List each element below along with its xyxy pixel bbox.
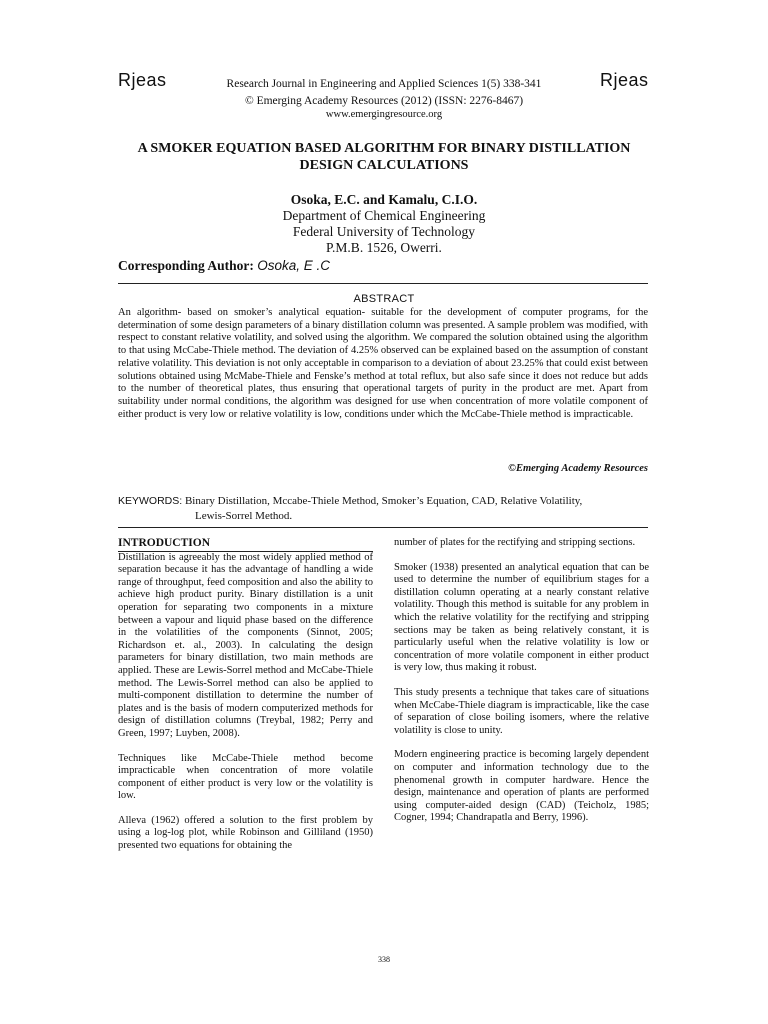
intro-paragraph-7: Modern engineering practice is becoming largely dependent on computer and information technology due to the phenomenal growth in computer hardware. Hence the design, maintenance and operation of plants are performed using computer-aided design (CAD) (Teicholz, 1985; Cogner, 1994; Chandrapatla and Berry, 1996). bbox=[394, 749, 649, 824]
affiliation-dept: Department of Chemical Engineering bbox=[282, 208, 486, 223]
journal-url: www.emergingresource.org bbox=[325, 109, 443, 120]
intro-heading: INTRODUCTION bbox=[118, 537, 211, 549]
intro-paragraph-3: Alleva (1962) offered a solution to the first problem by using a log-log plot, while Robinson and Gilliland (1950) presented two equations for obtaining the bbox=[118, 814, 373, 852]
journal-citation: Research Journal in Engineering and Applied Sciences 1(5) 338-341 bbox=[226, 78, 542, 90]
copyright-line: © Emerging Academy Resources (2012) (ISSN: 2276-8467) bbox=[244, 95, 524, 107]
paper-title bbox=[100, 140, 668, 174]
intro-paragraph-5: Smoker (1938) presented an analytical equation that can be used to determine the number of equilibrium stages for a distillation column operating at a nearly constant relative volatility. Though this method is suitable for any problem in which the relative volatility for the rectifying and stripping sections may be taken as being relatively constant, it is particularly useful when the relative volatility is low or concentration of more volatile component in either product is very low, thus making it robust. bbox=[394, 561, 649, 674]
journal-logo-left: Rjeas bbox=[118, 70, 167, 90]
affiliation-university: Federal University of Technology bbox=[292, 224, 476, 239]
divider-top bbox=[118, 283, 648, 284]
corresponding-name: Osoka, E .C bbox=[257, 258, 331, 273]
corresponding-label: Corresponding Author: bbox=[118, 258, 254, 273]
column-right bbox=[394, 537, 649, 837]
abstract-credit: ©Emerging Academy Resources bbox=[508, 463, 648, 474]
keywords-line-2: Lewis-Sorrel Method. bbox=[195, 510, 293, 522]
intro-paragraph-2: Techniques like McCabe-Thiele method become impracticable when concentration of more volatile component of either product is very low or the volatility is low. bbox=[118, 752, 373, 802]
intro-paragraph-6: This study presents a technique that takes care of situations when McCabe-Thiele diagram is impracticable, like the case of separation of close boiling isomers, where the relative volatility is close to unity. bbox=[394, 686, 649, 736]
intro-paragraph-4: number of plates for the rectifying and stripping sections. bbox=[394, 537, 636, 548]
intro-paragraph-1: Distillation is agreeably the most widely applied method of separation because it has the advantage of handling a wide range of throughput, feed composition and also the ability to achieve high product purity. Binary distillation is a unit operation for separating two components in a mixture between a vapour and liquid phase based on the difference in the volatilities of the components (Sinnot, 2005; Richardson et. al., 2003). In calculating the design parameters for binary distillation, two main methods are applied. These are Lewis-Sorrel method and McCabe-Thiele method. The Lewis-Sorrel method can also be applied to multi-component distillation to determine the number of plates and is the basis of modern computerized methods for design of distillation columns (Treybal, 1982; Perry and Green, 1997; Luyben, 2008). bbox=[118, 551, 373, 739]
abstract-heading: ABSTRACT bbox=[353, 293, 415, 305]
keywords-label: KEYWORDS: bbox=[118, 495, 183, 507]
journal-logo-right: Rjeas bbox=[600, 70, 649, 90]
page-number: 338 bbox=[378, 955, 390, 964]
divider-keywords bbox=[118, 527, 648, 528]
title-line-1: A SMOKER EQUATION BASED ALGORITHM FOR BINARY DISTILLATION bbox=[137, 141, 631, 156]
keywords bbox=[118, 494, 648, 524]
title-line-2: DESIGN CALCULATIONS bbox=[299, 158, 469, 173]
affiliation-address: P.M.B. 1526, Owerri. bbox=[326, 240, 442, 255]
keywords-line-1: Binary Distillation, Mccabe-Thiele Method, Smoker’s Equation, CAD, Relative Volatility, bbox=[184, 495, 583, 507]
authors: Osoka, E.C. and Kamalu, C.I.O. bbox=[290, 192, 478, 207]
corresponding-author bbox=[118, 258, 330, 274]
abstract-body: An algorithm- based on smoker’s analytical equation- suitable for the development of computer programs, for the determination of some design parameters of a binary distillation column was presented. A sample problem was modified, with respect to constant relative volatility, and solved using the algorithm. We compared the solution obtained using the algorithm to that using McCabe-Thiele method. The deviation of 4.25% observed can be explained based on the assumption of constant relative volatility. This deviation is not only acceptable in comparison to a deviation of about 23.25% that could exist between solutions obtained using McMabe-Thiele and Fenske’s method at total reflux, but also safe since it does not reduce but adds to the number of theoretical plates, thus ensuring that operational targets of purity in the product are met. Apart from suitability under normal conditions, the algorithm was designed for use when concentration of more volatile component of either product is very low or relative volatility is low, conditions under which the McCabe-Thiele method is impracticable. bbox=[118, 307, 648, 420]
column-left bbox=[118, 537, 373, 865]
